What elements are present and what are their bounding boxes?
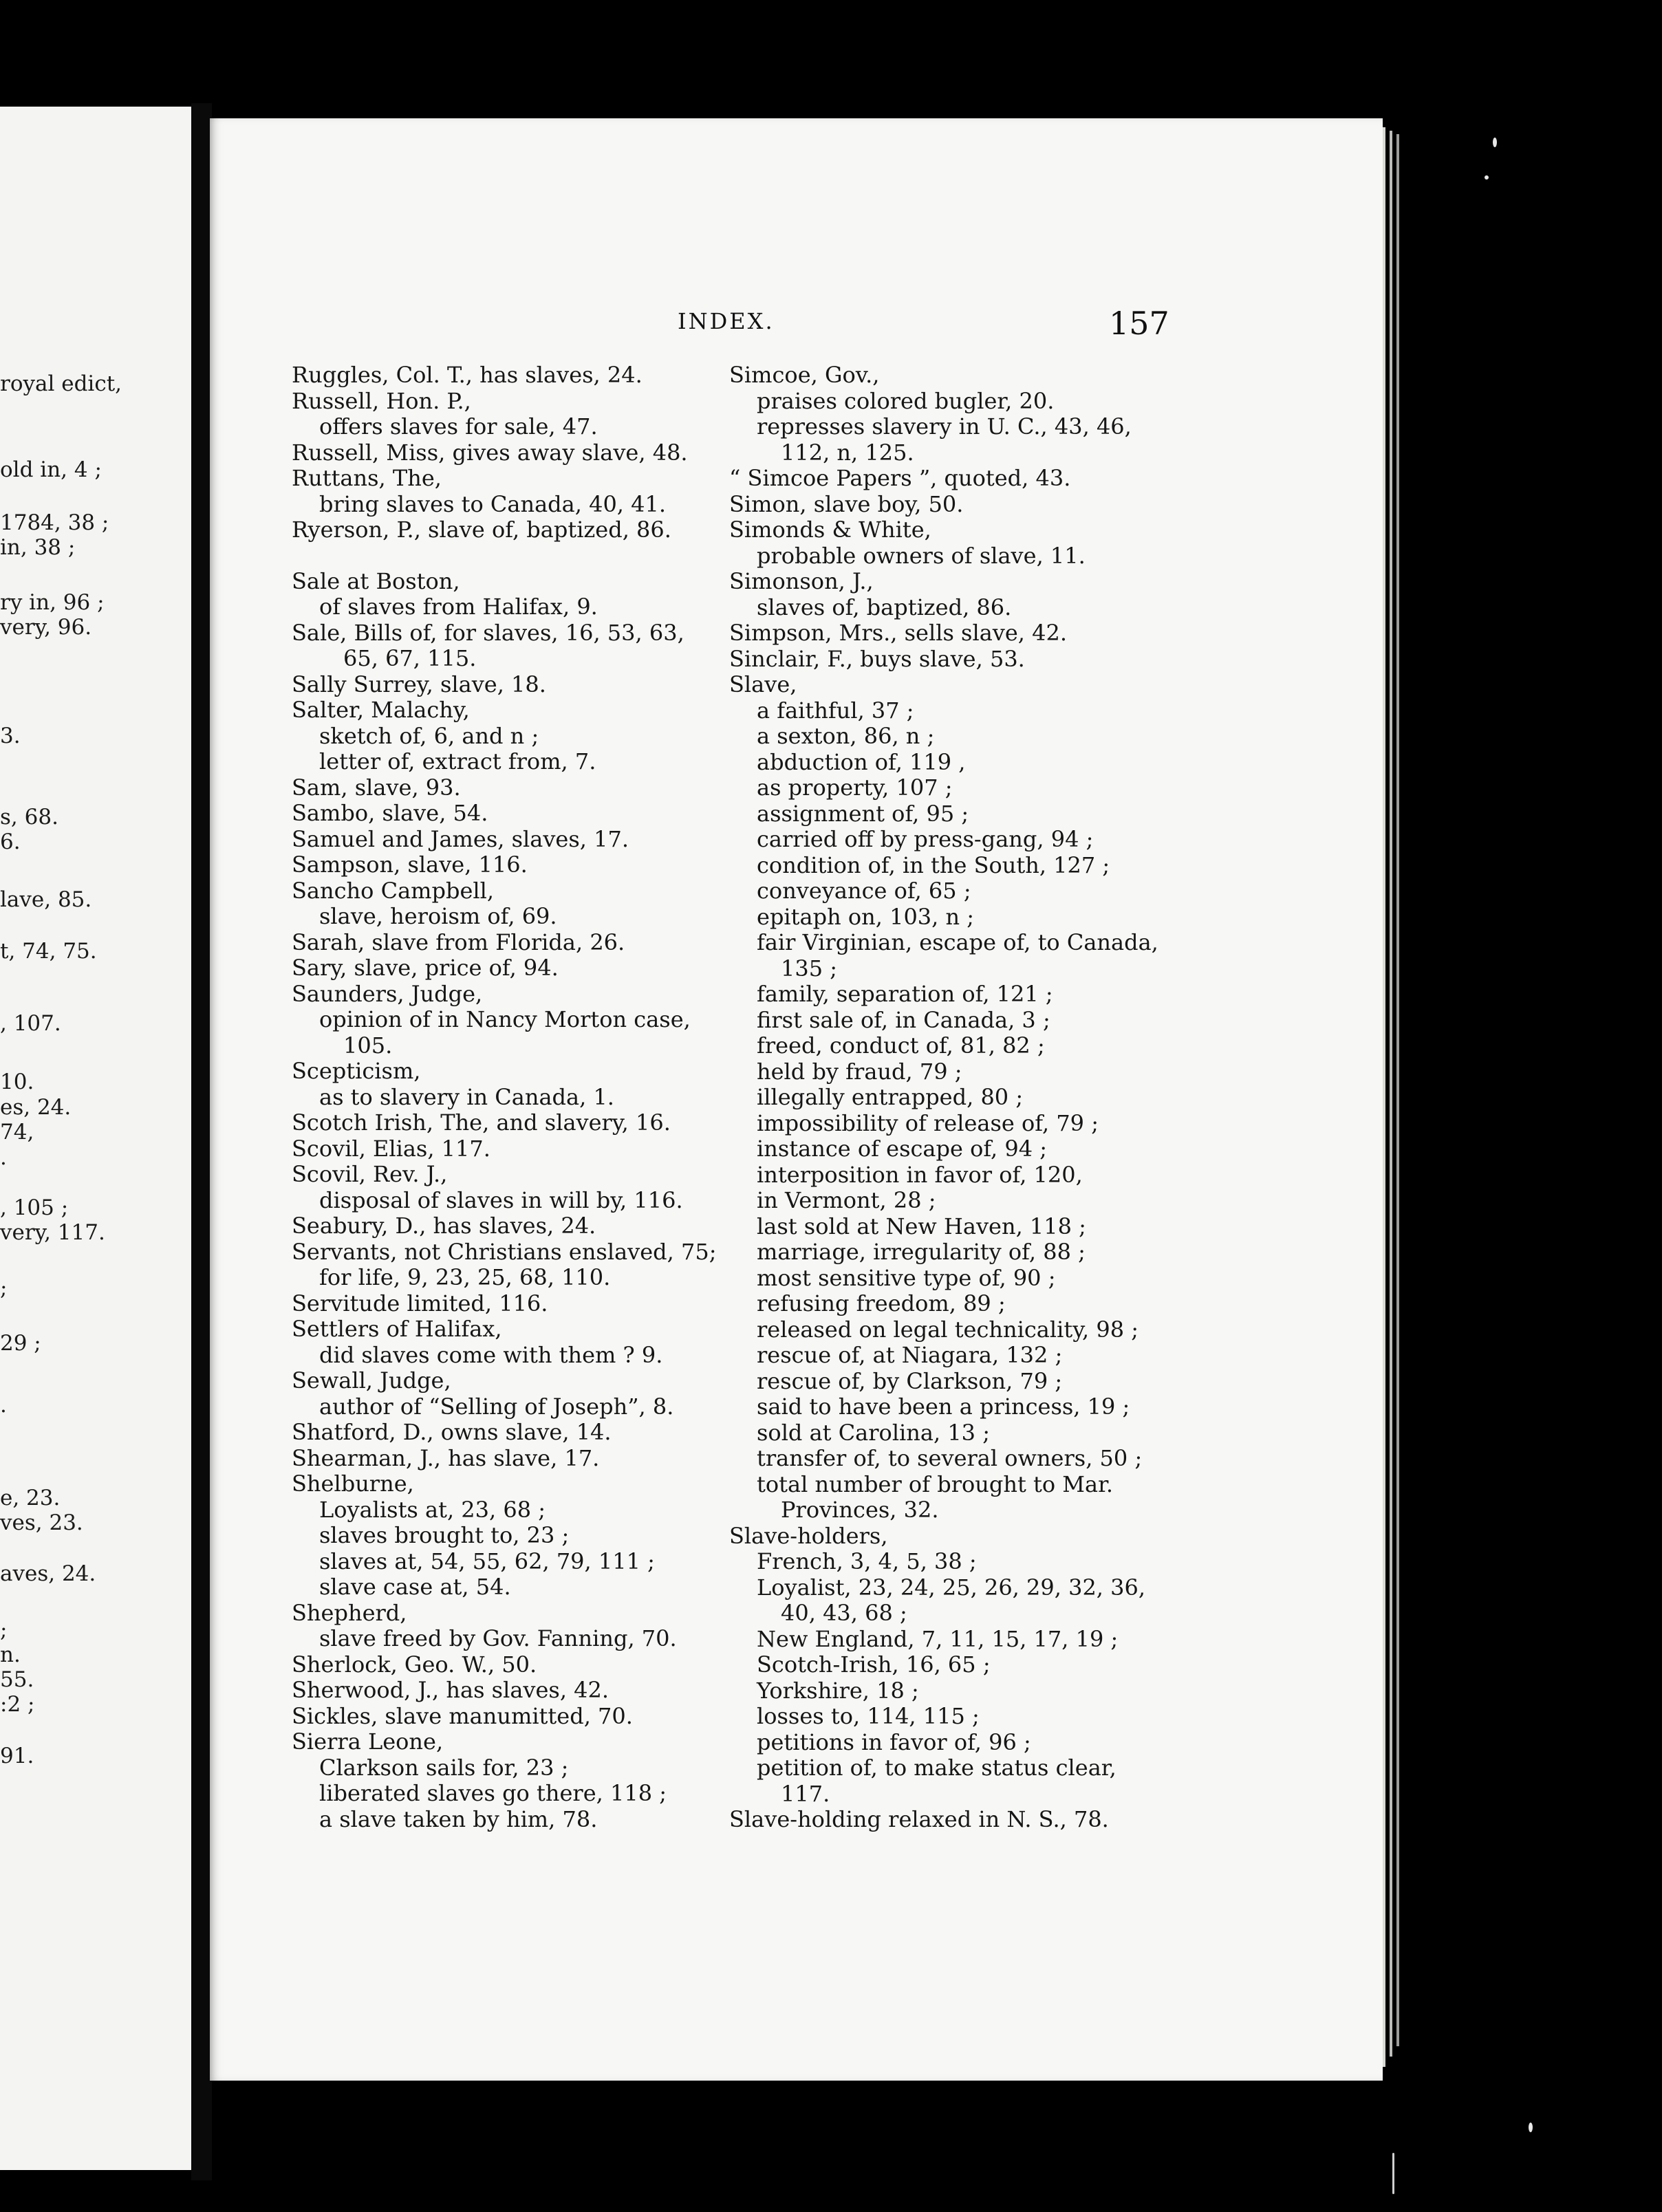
facing-page-text-line: 3.	[0, 724, 21, 748]
index-subentry: 40, 43, 68 ;	[781, 1600, 907, 1626]
index-subentry: instance of escape of, 94 ;	[757, 1136, 1048, 1162]
index-entry: Simpson, Mrs., sells slave, 42.	[729, 620, 1068, 646]
index-subentry: losses to, 114, 115 ;	[757, 1703, 980, 1729]
index-subentry: slaves of, baptized, 86.	[757, 594, 1012, 620]
facing-page-text-line: , 107.	[0, 1011, 61, 1036]
index-subentry: condition of, in the South, 127 ;	[757, 852, 1110, 878]
index-subentry: Loyalists at, 23, 68 ;	[319, 1496, 546, 1523]
index-entry: “ Simcoe Papers ”, quoted, 43.	[729, 465, 1071, 491]
index-subentry: slaves brought to, 23 ;	[319, 1522, 570, 1548]
dust-speck	[1392, 2153, 1394, 2194]
index-subentry: Loyalist, 23, 24, 25, 26, 29, 32, 36,	[757, 1574, 1146, 1601]
facing-page-text-line: 1784, 38 ;	[0, 510, 109, 535]
index-subentry: in Vermont, 28 ;	[757, 1187, 936, 1213]
index-entry: Saunders, Judge,	[292, 980, 483, 1007]
facing-page-text-line: lave, 85.	[0, 887, 92, 912]
index-entry: Shearman, J., has slave, 17.	[292, 1444, 600, 1471]
index-entry: Simcoe, Gov.,	[729, 362, 880, 388]
index-subentry: Clarkson sails for, 23 ;	[319, 1754, 569, 1781]
facing-page-text-line: 91.	[0, 1744, 34, 1768]
facing-page-text-line: es, 24.	[0, 1095, 72, 1120]
facing-page-text-line: 10.	[0, 1070, 34, 1094]
index-entry: Shelburne,	[292, 1471, 414, 1497]
index-subentry: praises colored bugler, 20.	[757, 387, 1055, 414]
index-entry: Sambo, slave, 54.	[292, 800, 488, 826]
index-subentry: slave freed by Gov. Fanning, 70.	[319, 1625, 677, 1651]
index-subentry: 112, n, 125.	[781, 439, 914, 466]
index-subentry: slave case at, 54.	[319, 1574, 511, 1600]
facing-page-text-line: n.	[0, 1642, 21, 1667]
index-subentry: total number of brought to Mar.	[757, 1471, 1114, 1497]
index-entry: Sherlock, Geo. W., 50.	[292, 1651, 537, 1678]
index-entry: Slave-holders,	[729, 1522, 888, 1549]
facing-page-text-line: very, 117.	[0, 1220, 105, 1245]
index-subentry: offers slaves for sale, 47.	[319, 413, 598, 440]
facing-page-fragment	[0, 107, 191, 2170]
facing-page-text-line: ;	[0, 1618, 8, 1642]
index-entry: Sewall, Judge,	[292, 1367, 451, 1394]
index-subentry: interposition in favor of, 120,	[757, 1161, 1083, 1188]
index-subentry: a faithful, 37 ;	[757, 697, 914, 724]
index-subentry: slave, heroism of, 69.	[319, 903, 557, 929]
index-subentry: Scotch-Irish, 16, 65 ;	[757, 1651, 991, 1678]
facing-page-text-line: 29 ;	[0, 1331, 41, 1356]
index-subentry: assignment of, 95 ;	[757, 800, 969, 827]
index-subentry: a slave taken by him, 78.	[319, 1806, 598, 1832]
facing-page-text-line: very, 96.	[0, 615, 92, 640]
index-column-left	[292, 362, 717, 1832]
index-subentry: disposal of slaves in will by, 116.	[319, 1186, 683, 1213]
facing-page-text-line: :2 ;	[0, 1692, 35, 1717]
index-subentry: fair Virginian, escape of, to Canada,	[757, 929, 1158, 955]
index-entry: Sierra Leone,	[292, 1728, 444, 1755]
index-entry: Sarah, slave from Florida, 26.	[292, 929, 625, 955]
index-subentry: for life, 9, 23, 25, 68, 110.	[319, 1264, 611, 1290]
page-edge	[1396, 134, 1399, 2046]
index-entry: Salter, Malachy,	[292, 697, 470, 723]
facing-page-text-line: aves, 24.	[0, 1561, 96, 1586]
index-subentry: represses slavery in U. C., 43, 46,	[757, 413, 1132, 440]
index-entry: Ruttans, The,	[292, 465, 442, 491]
index-subentry: transfer of, to several owners, 50 ;	[757, 1445, 1143, 1471]
index-entry: Slave,	[729, 671, 797, 697]
index-subentry: sketch of, 6, and n ;	[319, 722, 539, 749]
facing-page-text-line: 6.	[0, 830, 21, 854]
index-subentry: marriage, irregularity of, 88 ;	[757, 1239, 1086, 1265]
page-edge	[1383, 127, 1385, 2067]
facing-page-text-line: ry in, 96 ;	[0, 590, 105, 615]
index-entry: Russell, Miss, gives away slave, 48.	[292, 439, 688, 466]
facing-page-text-line: , 105 ;	[0, 1195, 69, 1220]
index-entry: Sale, Bills of, for slaves, 16, 53, 63,	[292, 619, 684, 646]
index-entry: Sampson, slave, 116.	[292, 852, 528, 878]
index-subentry: abduction of, 119 ,	[757, 748, 966, 775]
page-edge	[1390, 131, 1392, 2057]
index-subentry: conveyance of, 65 ;	[757, 878, 971, 904]
index-entry: Sam, slave, 93.	[292, 774, 461, 801]
index-subentry: family, separation of, 121 ;	[757, 981, 1053, 1007]
index-subentry: last sold at New Haven, 118 ;	[757, 1213, 1086, 1239]
facing-page-text-line: royal edict,	[0, 371, 122, 396]
index-subentry: freed, conduct of, 81, 82 ;	[757, 1032, 1045, 1059]
index-entry: Ryerson, P., slave of, baptized, 86.	[292, 517, 671, 543]
index-entry: Servants, not Christians enslaved, 75;	[292, 1238, 717, 1265]
index-subentry: held by fraud, 79 ;	[757, 1058, 962, 1085]
index-entry: Sally Surrey, slave, 18.	[292, 671, 546, 697]
index-subentry: impossibility of release of, 79 ;	[757, 1109, 1099, 1136]
index-subentry: Yorkshire, 18 ;	[757, 1677, 919, 1704]
index-entry: Scovil, Elias, 117.	[292, 1135, 490, 1162]
facing-page-text-line: old in, 4 ;	[0, 457, 102, 482]
index-entry: Russell, Hon. P.,	[292, 387, 471, 414]
index-subentry: a sexton, 86, n ;	[757, 723, 935, 749]
index-subentry: rescue of, at Niagara, 132 ;	[757, 1342, 1063, 1368]
index-subentry: epitaph on, 103, n ;	[757, 903, 975, 930]
running-head: INDEX.	[678, 308, 775, 334]
index-subentry: Provinces, 32.	[781, 1497, 939, 1523]
index-subentry: said to have been a princess, 19 ;	[757, 1394, 1130, 1420]
dust-speck	[1493, 138, 1497, 147]
facing-page-text-line: ves, 23.	[0, 1510, 83, 1535]
index-entry: Simonson, J.,	[729, 568, 874, 594]
index-entry: Sale at Boston,	[292, 567, 460, 594]
index-subentry: author of “Selling of Joseph”, 8.	[319, 1393, 674, 1420]
facing-page-text-line: .	[0, 1145, 7, 1170]
facing-page-text-line: in, 38 ;	[0, 535, 76, 560]
facing-page-text-line: .	[0, 1393, 7, 1418]
index-subentry: probable owners of slave, 11.	[757, 542, 1086, 569]
index-entry: Seabury, D., has slaves, 24.	[292, 1213, 596, 1239]
index-subentry: 117.	[781, 1780, 830, 1807]
index-entry: Scepticism,	[292, 1058, 421, 1084]
facing-page-text-line: t, 74, 75.	[0, 939, 97, 964]
index-entry: Shepherd,	[292, 1599, 407, 1626]
index-column-right	[729, 362, 1169, 1833]
index-entry: Sancho Campbell,	[292, 877, 495, 904]
index-subentry: as property, 107 ;	[757, 774, 953, 801]
index-entry: Sherwood, J., has slaves, 42.	[292, 1677, 609, 1703]
index-subentry: rescue of, by Clarkson, 79 ;	[757, 1367, 1063, 1394]
index-entry: Ruggles, Col. T., has slaves, 24.	[292, 362, 643, 388]
facing-page-text-line: 55.	[0, 1667, 34, 1692]
facing-page-text-line: e, 23.	[0, 1486, 61, 1510]
facing-page-text-line: s, 68.	[0, 805, 58, 830]
index-entry: Simonds & White,	[729, 517, 931, 543]
index-subentry: refusing freedom, 89 ;	[757, 1290, 1006, 1316]
index-subentry: letter of, extract from, 7.	[319, 748, 596, 774]
index-entry: Servitude limited, 116.	[292, 1290, 548, 1316]
index-entry: Scovil, Rev. J.,	[292, 1161, 448, 1187]
index-entry: Sary, slave, price of, 94.	[292, 955, 559, 981]
index-entry: Sinclair, F., buys slave, 53.	[729, 645, 1025, 672]
page-number: 157	[1109, 305, 1169, 342]
index-entry: Slave-holding relaxed in N. S., 78.	[729, 1806, 1109, 1832]
facing-page-text-line: ;	[0, 1276, 8, 1301]
index-entry: Settlers of Halifax,	[292, 1316, 502, 1342]
index-subentry: carried off by press-gang, 94 ;	[757, 826, 1094, 852]
index-subentry: 65, 67, 115.	[343, 645, 477, 671]
facing-page-text-line: 74,	[0, 1120, 34, 1145]
index-subentry: opinion of in Nancy Morton case,	[319, 1006, 691, 1032]
dust-speck	[1485, 175, 1489, 180]
index-subentry: released on legal technicality, 98 ;	[757, 1316, 1139, 1343]
index-subentry: as to slavery in Canada, 1.	[319, 1083, 614, 1110]
index-subentry: 105.	[343, 1032, 393, 1059]
book-gutter	[191, 103, 212, 2180]
index-subentry: liberated slaves go there, 118 ;	[319, 1780, 667, 1806]
index-subentry: most sensitive type of, 90 ;	[757, 1264, 1056, 1291]
index-subentry: illegally entrapped, 80 ;	[757, 1084, 1024, 1110]
index-subentry: first sale of, in Canada, 3 ;	[757, 1006, 1050, 1033]
index-subentry: bring slaves to Canada, 40, 41.	[319, 490, 667, 517]
index-subentry: of slaves from Halifax, 9.	[319, 594, 598, 620]
index-entry: Scotch Irish, The, and slavery, 16.	[292, 1109, 671, 1136]
index-subentry: French, 3, 4, 5, 38 ;	[757, 1548, 977, 1574]
index-entry: Simon, slave boy, 50.	[729, 490, 964, 517]
index-subentry: 135 ;	[781, 955, 838, 982]
index-subentry: sold at Carolina, 13 ;	[757, 1419, 990, 1446]
index-subentry: petition of, to make status clear,	[757, 1755, 1116, 1781]
index-entry: Samuel and James, slaves, 17.	[292, 825, 629, 852]
index-subentry: slaves at, 54, 55, 62, 79, 111 ;	[319, 1548, 655, 1574]
index-subentry: New England, 7, 11, 15, 17, 19 ;	[757, 1625, 1119, 1652]
index-entry: Shatford, D., owns slave, 14.	[292, 1419, 612, 1445]
index-entry: Sickles, slave manumitted, 70.	[292, 1702, 633, 1729]
dust-speck	[1529, 2123, 1533, 2132]
index-subentry: petitions in favor of, 96 ;	[757, 1728, 1031, 1755]
index-subentry: did slaves come with them ? 9.	[319, 1341, 663, 1368]
